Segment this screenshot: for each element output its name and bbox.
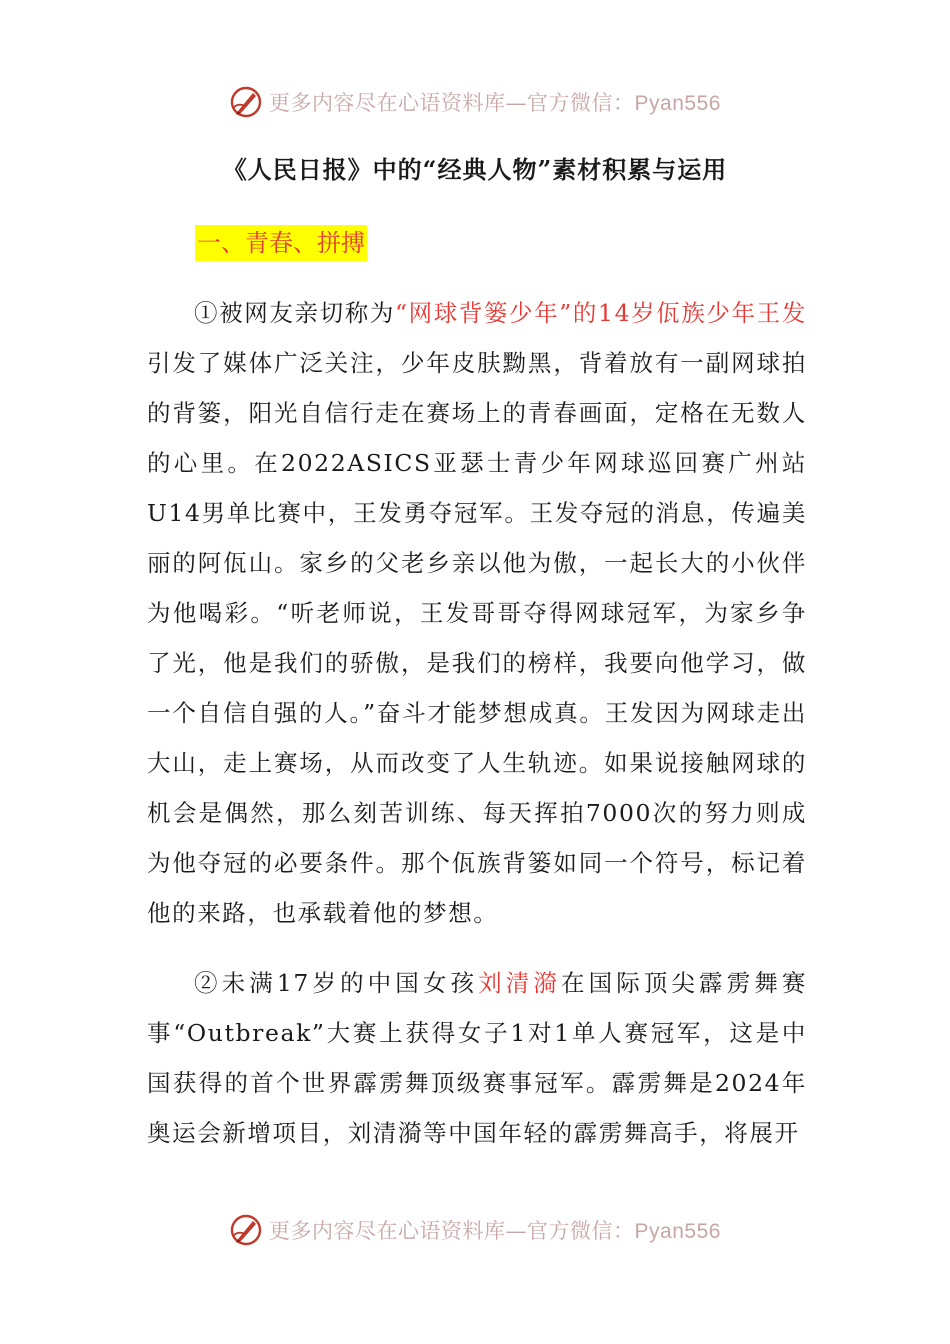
paragraph-2-body: 在国际顶尖霹雳舞赛事“Outbreak”大赛上获得女子1对1单人赛冠军，这是中国获得的首个世界霹雳舞顶级赛事冠军。霹雳舞是2024年奥运会新增项目，刘清漪等中国年轻的霹雳舞高手，将展开 xyxy=(147,969,807,1147)
footer-watermark-banner xyxy=(0,1210,950,1250)
paragraph-2-prefix: ②未满17岁的中国女孩 xyxy=(194,969,479,997)
watermark-text: 更多内容尽在心语资料库—官方微信：Pyan556 xyxy=(269,1219,721,1243)
paragraph-1 xyxy=(147,288,807,938)
section-heading: 一、青春、拼搏 xyxy=(195,225,367,261)
paragraph-2-highlight: 刘清漪 xyxy=(478,969,561,997)
pen-circle-logo-icon xyxy=(229,85,263,119)
paragraph-1-highlight: “网球背篓少年”的14岁佤族少年王发 xyxy=(394,299,807,327)
paragraph-1-body: 引发了媒体广泛关注，少年皮肤黝黑，背着放有一副网球拍的背篓，阳光自信行走在赛场上的青春画面，定格在无数人的心里。在2022ASICS亚瑟士青少年网球巡回赛广州站U14男单比赛中，王发勇夺冠军。王发夺冠的消息，传遍美丽的阿佤山。家乡的父老乡亲以他为傲，一起长大的小伙伴为他喝彩。“听老师说，王发哥哥夺得网球冠军，为家乡争了光，他是我们的骄傲，是我们的榜样，我要向他学习，做一个自信自强的人。”奋斗才能梦想成真。王发因为网球走出大山，走上赛场，从而改变了人生轨迹。如果说接触网球的机会是偶然，那么刻苦训练、每天挥拍7000次的努力则成为他夺冠的必要条件。那个佤族背篓如同一个符号，标记着他的来路，也承载着他的梦想。 xyxy=(147,349,807,927)
pen-circle-logo-icon xyxy=(229,1213,263,1247)
document-title: 《人民日报》中的“经典人物”素材积累与运用 xyxy=(222,155,728,184)
paragraph-1-prefix: ①被网友亲切称为 xyxy=(194,299,395,327)
watermark-text: 更多内容尽在心语资料库—官方微信：Pyan556 xyxy=(269,91,721,115)
paragraph-2 xyxy=(147,958,807,1158)
header-watermark-banner xyxy=(0,82,950,122)
